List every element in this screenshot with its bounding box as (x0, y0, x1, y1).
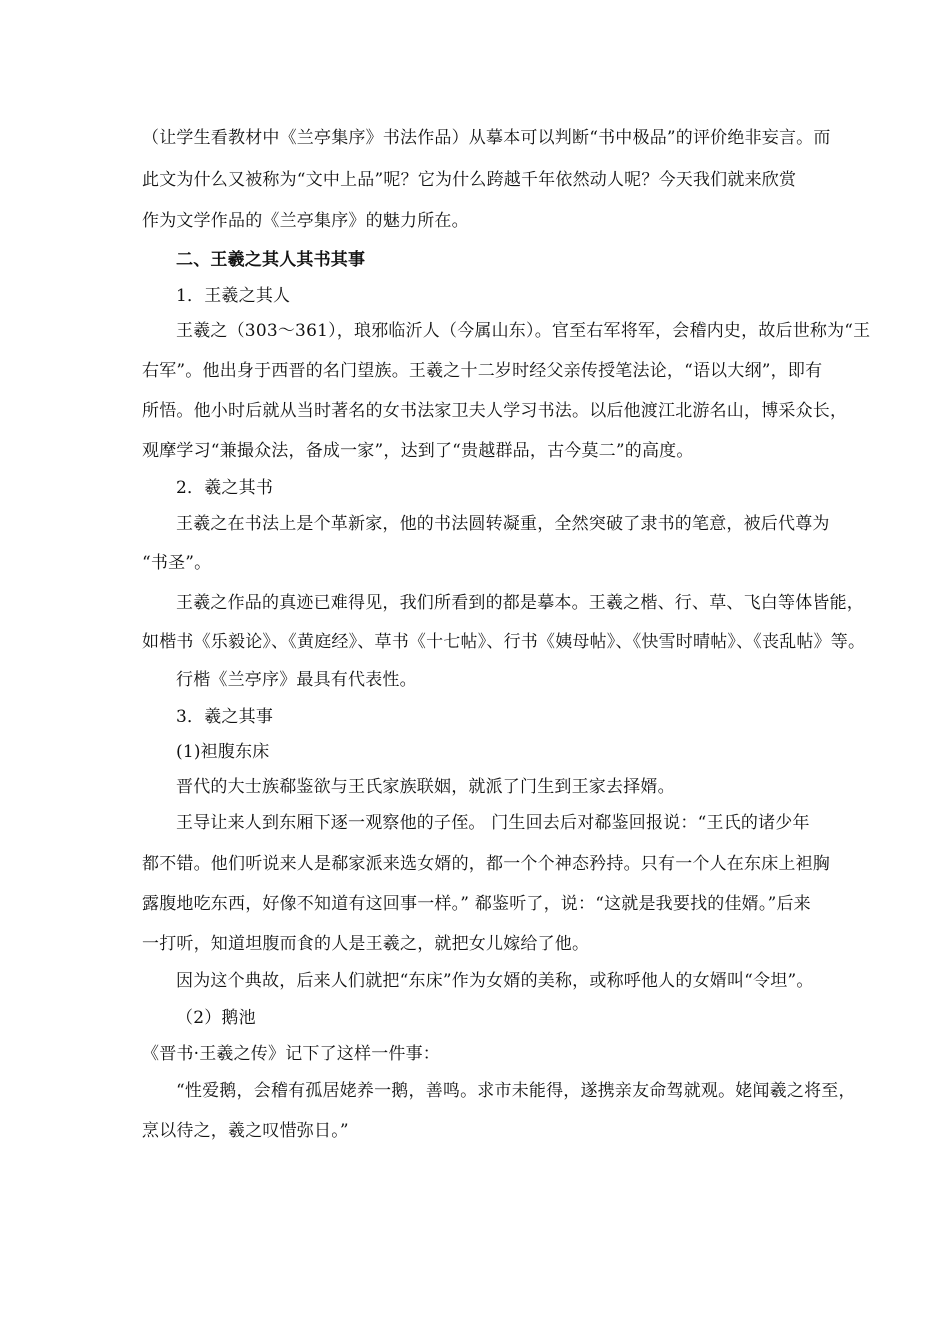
intro-line-3: 作为文学作品的《兰亭集序》的魅力所在。 (142, 211, 469, 231)
subsection-title-2: 2．羲之其书 (176, 478, 274, 498)
story-title-1: (1)袒腹东床 (176, 742, 270, 762)
paragraph-line: 行楷《兰亭序》最具有代表性。 (176, 670, 417, 690)
paragraph-line: 一打听，知道坦腹而食的人是王羲之，就把女儿嫁给了他。 (142, 934, 590, 954)
intro-line-1: （让学生看教材中《兰亭集序》书法作品）从摹本可以判断“书中极品”的评价绝非妄言。而 (142, 128, 831, 148)
paragraph-line: 《晋书·王羲之传》记下了这样一件事： (142, 1044, 441, 1064)
section-heading: 二、王羲之其人其书其事 (176, 250, 366, 270)
paragraph-line: 王羲之作品的真迹已难得见，我们所看到的都是摹本。王羲之楷、行、草、飞白等体皆能， (176, 593, 864, 613)
paragraph-line: 如楷书《乐毅论》、《黄庭经》、草书《十七帖》、行书《姨母帖》、《快雪时晴帖》、《丧乱帖》等。 (142, 632, 866, 652)
paragraph-line: 晋代的大士族郗鉴欲与王氏家族联姻，就派了门生到王家去择婿。 (176, 777, 675, 797)
paragraph-line: 王羲之在书法上是个革新家，他的书法圆转凝重，全然突破了隶书的笔意，被后代尊为 (176, 514, 830, 534)
subsection-title-3: 3．羲之其事 (176, 707, 274, 727)
quote-line: 烹以待之，羲之叹惜弥日。” (142, 1121, 349, 1141)
paragraph-line: 都不错。他们听说来人是郗家派来选女婿的，都一个个神态矜持。只有一个人在东床上袒胸 (142, 854, 830, 874)
paragraph-line: 观摩学习“兼撮众法，备成一家”，达到了“贵越群品，古今莫二”的高度。 (142, 441, 694, 461)
intro-line-2: 此文为什么又被称为“文中上品”呢？它为什么跨越千年依然动人呢？今天我们就来欣赏 (142, 170, 797, 190)
paragraph-line: 露腹地吃东西，好像不知道有这回事一样。” 郗鉴听了，说：“这就是我要找的佳婿。”后来 (142, 894, 811, 914)
paragraph-line: “书圣”。 (142, 553, 212, 573)
subsection-title-1: 1．王羲之其人 (176, 286, 291, 306)
paragraph-line: 王导让来人到东厢下逐一观察他的子侄。 门生回去后对郗鉴回报说：“王氏的诸少年 (176, 813, 810, 833)
paragraph-line: 王羲之（303～361），琅邪临沂人（今属山东）。官至右军将军，会稽内史，故后世称为“王 (176, 321, 871, 341)
paragraph-line: 因为这个典故，后来人们就把“东床”作为女婿的美称，或称呼他人的女婿叫“令坦”。 (176, 971, 814, 991)
paragraph-line: 所悟。他小时后就从当时著名的女书法家卫夫人学习书法。以后他渡江北游名山，博采众长， (142, 401, 848, 421)
quote-line: “性爱鹅，会稽有孤居姥养一鹅，善鸣。求市未能得，遂携亲友命驾就观。姥闻羲之将至， (176, 1081, 856, 1101)
story-title-2: （2）鹅池 (176, 1008, 256, 1028)
paragraph-line: 右军”。他出身于西晋的名门望族。王羲之十二岁时经父亲传授笔法论，“语以大纲”，即有 (142, 361, 823, 381)
